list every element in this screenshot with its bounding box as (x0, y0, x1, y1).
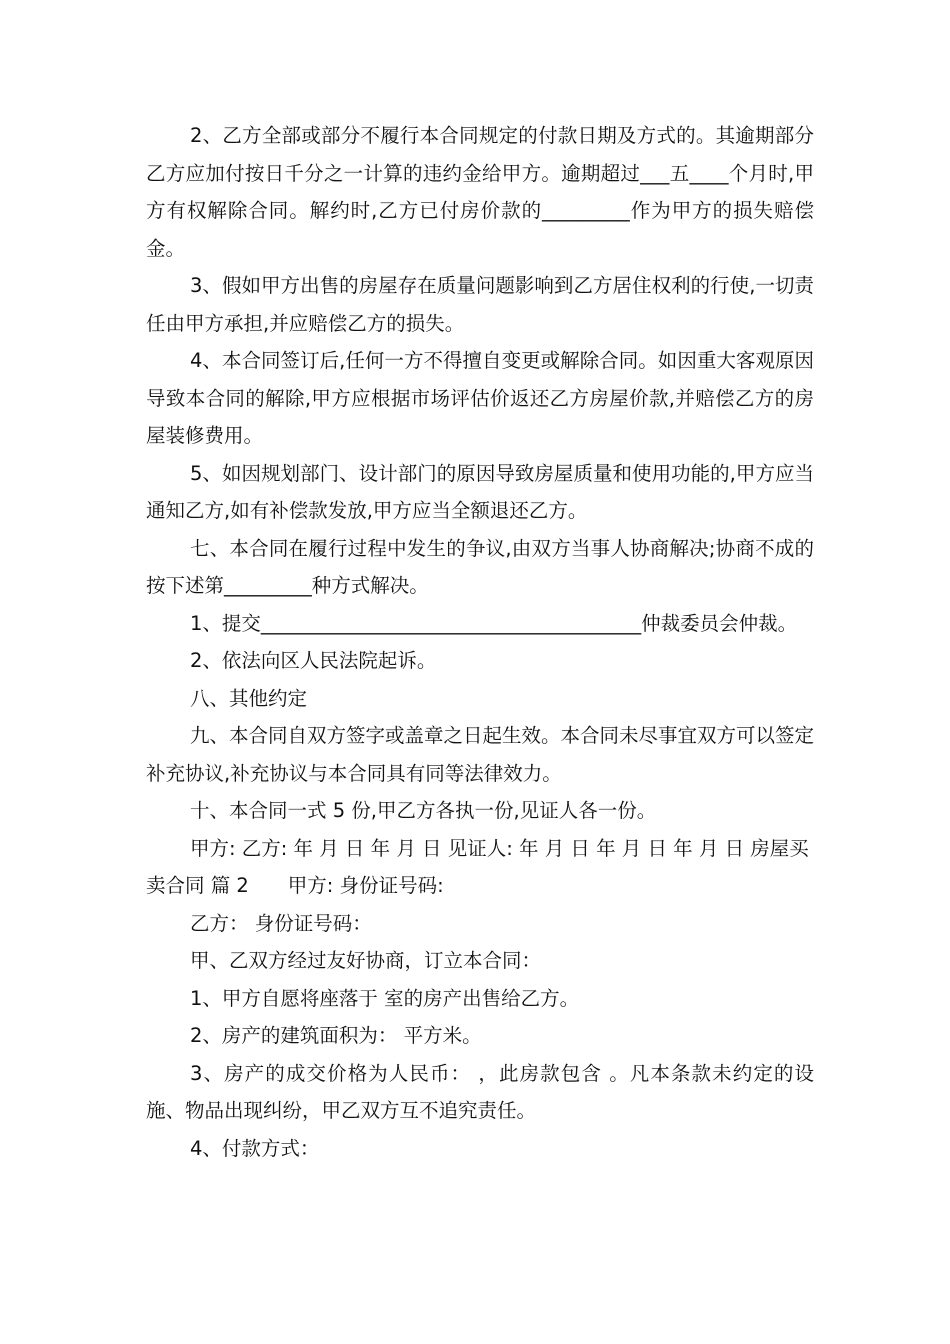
paragraph-clause-4: 4、本合同签订后,任何一方不得擅自变更或解除合同。如因重大客观原因导致本合同的解除,甲方应根据市场评估价返还乙方房屋价款,并赔偿乙方的房屋装修费用。 (146, 349, 814, 447)
paragraph-section-10: 十、本合同一式 5 份,甲乙方各执一份,见证人各一份。 (190, 799, 657, 822)
paragraph-item-3: 3、房产的成交价格为人民币： ，此房款包含 。凡本条款未约定的设施、物品出现纠纷，甲乙双方互不追究责任。 (146, 1061, 814, 1122)
paragraph-clause-5: 5、如因规划部门、设计部门的原因导致房屋质量和使用功能的,甲方应当通知乙方,如有补偿款发放,甲方应当全额退还乙方。 (146, 461, 814, 522)
paragraph-section-9: 九、本合同自双方签字或盖章之日起生效。本合同未尽事宜双方可以签定补充协议,补充协议与本合同具有同等法律效力。 (146, 724, 815, 785)
paragraph-signatures: 甲方: 乙方: 年 月 日 年 月 日 见证人: 年 月 日 年 月 日 年 月 日 房屋买卖合同 篇 2 甲方: 身份证号码: (146, 836, 809, 897)
paragraph-clause-3: 3、假如甲方出售的房屋存在质量问题影响到乙方居住权利的行使,一切责任由甲方承担,并应赔偿乙方的损失。 (146, 274, 814, 335)
paragraph-party-b: 乙方： 身份证号码： (190, 911, 372, 935)
document-page (146, 117, 814, 1167)
paragraph-item-2: 2、房产的建筑面积为： 平方米。 (190, 1024, 482, 1047)
paragraph-court: 2、依法向区人民法院起诉。 (190, 649, 437, 672)
paragraph-item-4: 4、付款方式： (190, 1136, 320, 1160)
paragraph-arbitration: 1、提交_______________________________________仲裁委员会仲裁。 (190, 611, 798, 635)
paragraph-item-1: 1、甲方自愿将座落于 室的房产出售给乙方。 (190, 986, 580, 1010)
paragraph-agreement: 甲、乙双方经过友好协商，订立本合同： (190, 949, 542, 972)
paragraph-clause-2: 2、乙方全部或部分不履行本合同规定的付款日期及方式的。其逾期部分乙方应加付按日千分之一计算的违约金给甲方。逾期超过___五____个月时,甲方有权解除合同。解约时,乙方已付房价款的_________作为甲方的损失赔偿金。 (146, 124, 814, 260)
paragraph-section-7: 七、本合同在履行过程中发生的争议,由双方当事人协商解决;协商不成的按下述第_________种方式解决。 (146, 536, 814, 597)
paragraph-section-8: 八、其他约定 (190, 686, 308, 710)
